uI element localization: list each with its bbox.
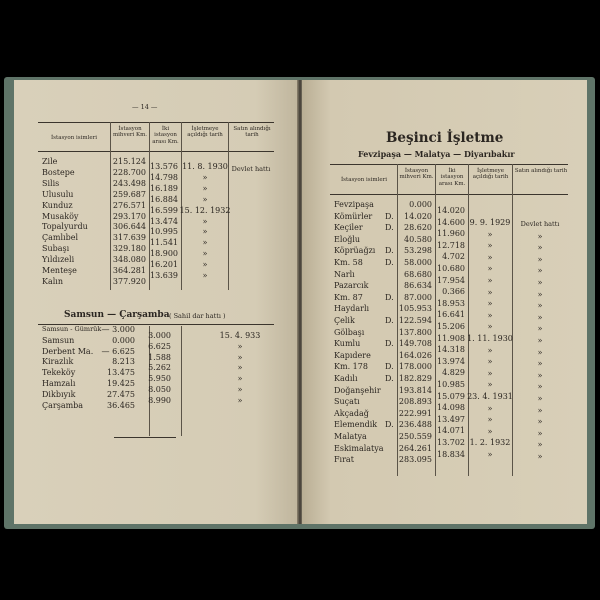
- open-date: »: [237, 352, 243, 362]
- between-km: 13.639: [150, 271, 178, 280]
- axis-km: 53.298: [404, 246, 432, 256]
- axis-km: 86.634: [404, 281, 432, 291]
- bought-date: »: [537, 266, 543, 276]
- open-date: »: [487, 229, 493, 239]
- open-date: »: [487, 241, 493, 251]
- station-name: Eloğlu: [334, 234, 361, 244]
- open-date: »: [487, 357, 493, 367]
- between-km: 12.718: [437, 240, 465, 250]
- section-title: Beşinci İşletme: [386, 130, 504, 146]
- station-name: Dikbıyık: [42, 389, 76, 399]
- axis-km: 105.953: [398, 304, 432, 314]
- open-date: »: [202, 216, 208, 226]
- open-date: »: [202, 260, 208, 270]
- between-km: 10.680: [437, 264, 465, 273]
- bought-date: »: [537, 301, 543, 311]
- district-mark: D.: [385, 374, 394, 383]
- between-km: 13.474: [150, 216, 178, 226]
- open-date: »: [487, 368, 493, 378]
- table-header-rule: [38, 151, 274, 152]
- header-between-km: İki istasyon arası Km.: [152, 126, 179, 145]
- open-date: »: [487, 287, 493, 297]
- axis-km: 122.594: [398, 316, 432, 325]
- district-mark: D.: [385, 362, 394, 372]
- section-subtitle: ( Sahil dar hattı ): [169, 312, 226, 320]
- station-name: Km. 58: [334, 258, 363, 267]
- open-date: »: [202, 238, 208, 248]
- axis-km: 317.639: [112, 233, 146, 243]
- axis-km: 306.644: [112, 222, 146, 232]
- station-name: Keçiler: [334, 223, 363, 233]
- district-mark: D.: [385, 420, 394, 430]
- col-divider: [181, 326, 182, 436]
- between-km: 5.262: [148, 363, 171, 373]
- end-rule: [114, 437, 176, 438]
- axis-km: 58.000: [404, 258, 432, 267]
- bought-date: »: [537, 417, 543, 427]
- station-name: Fevzipaşa: [334, 200, 374, 209]
- col-divider: [468, 164, 469, 476]
- open-date: »: [202, 172, 208, 182]
- bought-date: »: [537, 440, 543, 450]
- station-name: Gölbaşı: [334, 327, 365, 337]
- station-name: Tekeköy: [42, 368, 76, 378]
- axis-km: 8.213: [112, 357, 135, 367]
- station-name: Kömürler: [334, 211, 373, 221]
- axis-km: 19.425: [107, 379, 135, 388]
- between-km: 14.600: [437, 217, 465, 227]
- open-date: »: [487, 299, 493, 309]
- between-km: 14.318: [437, 345, 465, 355]
- axis-km: 236.488: [398, 420, 432, 430]
- station-name: Derbent Ma.: [42, 346, 94, 356]
- between-km: 11.908: [437, 333, 465, 343]
- page-number: — 14 —: [132, 103, 158, 111]
- station-name: Samsun - Gümrük: [42, 325, 102, 333]
- between-km: 13.974: [437, 356, 465, 366]
- station-name: Subaşı: [42, 244, 70, 254]
- axis-km: 329.180: [112, 244, 146, 254]
- open-date: »: [237, 385, 243, 394]
- between-km: 17.954: [437, 275, 465, 285]
- bought-date: »: [537, 254, 543, 264]
- bought-date: »: [537, 289, 543, 299]
- open-date: »: [487, 450, 493, 459]
- open-date: 23. 4. 1931: [467, 392, 513, 401]
- axis-km: 28.620: [404, 223, 432, 233]
- open-date: 9. 9. 1929: [469, 218, 511, 227]
- district-mark: D.: [385, 246, 394, 256]
- between-km: 16.201: [150, 260, 178, 270]
- axis-km: 0.000: [409, 200, 432, 209]
- district-mark: D.: [385, 316, 394, 325]
- between-km: 16.189: [150, 183, 178, 193]
- bought-date: »: [537, 278, 543, 287]
- station-name: Kunduz: [42, 200, 73, 210]
- between-km: 15.079: [437, 391, 465, 401]
- district-mark: D.: [385, 339, 394, 349]
- axis-km: 13.475: [107, 368, 135, 378]
- axis-km: 27.475: [107, 389, 135, 399]
- axis-km: 228.700: [112, 167, 146, 177]
- open-date: 11. 8. 1930: [182, 162, 228, 171]
- between-km: 13.497: [437, 414, 465, 424]
- axis-km: — 3.000: [101, 325, 135, 334]
- header-axis-km: İstasyon mihveri Km.: [112, 126, 148, 139]
- header-station-names: İstasyon isimleri: [341, 177, 387, 183]
- header-between-km: İki istasyon arası Km.: [438, 168, 466, 187]
- between-km: 15.206: [437, 322, 465, 331]
- open-date: 1. 2. 1932: [469, 438, 511, 448]
- open-date: »: [202, 194, 208, 204]
- station-name: Elemendik: [334, 420, 378, 430]
- between-km: 1.588: [148, 352, 171, 362]
- between-km: 4.829: [442, 368, 465, 378]
- station-name: Pazarcık: [334, 281, 369, 291]
- header-station-names: İstasyon isimleri: [51, 135, 97, 141]
- station-name: Ulusulu: [42, 189, 74, 199]
- between-km: 14.798: [150, 172, 178, 182]
- between-km: 10.995: [150, 227, 178, 237]
- between-km: 16.884: [150, 194, 178, 204]
- axis-km: 283.095: [398, 455, 432, 465]
- between-km: 3.000: [148, 331, 171, 340]
- open-date: »: [202, 227, 208, 237]
- between-km: 14.098: [437, 403, 465, 413]
- between-km: 5.950: [148, 374, 171, 384]
- header-bought-date: Satın alındığı tarih: [514, 168, 568, 174]
- station-name: Narlı: [334, 269, 355, 279]
- axis-km: 40.580: [404, 234, 432, 244]
- axis-km: 137.800: [398, 327, 432, 337]
- table-header-rule: [330, 194, 568, 195]
- between-km: 14.020: [437, 206, 465, 215]
- axis-km: 259.687: [112, 189, 146, 199]
- between-km: 16.641: [437, 310, 465, 320]
- station-name: Kadılı: [334, 374, 358, 383]
- right-page: [302, 80, 587, 524]
- header-open-date: İşletmeye açıldığı tarih: [187, 126, 223, 139]
- district-mark: D.: [385, 211, 394, 221]
- open-date: »: [487, 415, 493, 425]
- station-name: Hamzalı: [42, 379, 76, 388]
- between-km: 18.953: [437, 298, 465, 308]
- open-date: »: [487, 426, 493, 436]
- section-title: Samsun — Çarşamba: [64, 310, 170, 320]
- station-name: Km. 87: [334, 292, 363, 302]
- open-date: »: [202, 249, 208, 259]
- open-date: »: [237, 341, 243, 351]
- bought-date: »: [537, 243, 543, 253]
- bought-date: »: [537, 405, 543, 415]
- header-open-date: İşletmeye açıldığı tarih: [472, 168, 509, 181]
- open-date: »: [487, 403, 493, 413]
- between-km: 11.541: [150, 238, 178, 248]
- station-name: Eskimalatya: [334, 443, 384, 453]
- station-name: Kapıdere: [334, 350, 371, 360]
- bought-date: »: [537, 312, 543, 322]
- col-divider: [435, 164, 436, 476]
- station-name: Kumlu: [334, 339, 361, 349]
- between-km: 13.576: [150, 162, 178, 171]
- open-date: »: [487, 345, 493, 355]
- station-name: Samsun: [42, 335, 75, 345]
- bought-date: Devlet hattı: [231, 165, 271, 173]
- station-name: Haydarlı: [334, 304, 370, 314]
- bought-date: »: [537, 347, 543, 357]
- between-km: 8.050: [148, 385, 171, 394]
- bought-date: »: [537, 370, 543, 380]
- table-top-rule: [330, 164, 568, 165]
- bought-date: Devlet hattı: [520, 220, 560, 228]
- between-km: 18.834: [437, 449, 465, 459]
- open-date: »: [237, 363, 243, 373]
- station-name: Kalın: [42, 276, 64, 286]
- between-km: 13.702: [437, 438, 465, 447]
- station-name: Çamlıbel: [42, 233, 79, 243]
- station-name: Yıldızeli: [42, 255, 75, 265]
- axis-km: 250.559: [398, 432, 432, 441]
- col-divider: [512, 164, 513, 476]
- col-divider: [397, 164, 398, 476]
- station-name: Zile: [42, 157, 58, 166]
- open-date: »: [487, 380, 493, 390]
- between-km: 4.702: [442, 252, 465, 262]
- open-date: »: [237, 374, 243, 384]
- axis-km: 222.991: [398, 408, 432, 418]
- axis-km: 348.080: [112, 255, 146, 265]
- station-name: Malatya: [334, 432, 367, 441]
- between-km: 14.071: [437, 426, 465, 436]
- between-km: 8.990: [148, 395, 171, 405]
- station-name: Kirazlık: [42, 357, 74, 367]
- header-axis-km: İstasyon mihveri Km.: [399, 168, 434, 181]
- axis-km: 264.261: [398, 443, 432, 453]
- axis-km: 14.020: [404, 211, 432, 221]
- station-name: Fırat: [334, 455, 354, 465]
- axis-km: 68.680: [404, 269, 432, 279]
- bought-date: »: [537, 231, 543, 241]
- axis-km: 364.281: [112, 266, 146, 275]
- axis-km: 87.000: [404, 292, 432, 302]
- table-top-rule: [38, 122, 274, 123]
- axis-km: 182.829: [398, 374, 432, 383]
- axis-km: 0.000: [112, 335, 135, 345]
- bought-date: »: [537, 428, 543, 438]
- axis-km: 293.170: [112, 211, 146, 221]
- open-date: 15. 4. 933: [219, 331, 261, 340]
- between-km: 16.599: [150, 205, 178, 215]
- open-date: »: [487, 252, 493, 262]
- open-date: 15. 12. 1932: [179, 205, 231, 215]
- open-date: »: [487, 322, 493, 332]
- station-name: Çarşamba: [42, 400, 84, 410]
- open-date: »: [202, 271, 208, 280]
- bought-date: »: [537, 359, 543, 369]
- station-name: Silis: [42, 178, 60, 188]
- bought-date: »: [537, 324, 543, 334]
- station-name: Suçatı: [334, 397, 360, 407]
- axis-km: 215.124: [112, 157, 146, 166]
- axis-km: 377.920: [112, 276, 146, 286]
- axis-km: — 6.625: [101, 346, 135, 356]
- station-name: Menteşe: [42, 266, 77, 275]
- station-name: Bostepe: [42, 167, 75, 177]
- between-km: 10.985: [437, 380, 465, 389]
- open-date: »: [487, 310, 493, 320]
- left-page: [14, 80, 298, 524]
- route-subtitle: Fevzipaşa — Malatya — Diyarıbakır: [358, 149, 515, 159]
- axis-km: 276.571: [112, 200, 146, 210]
- station-name: Çelik: [334, 316, 355, 325]
- bought-date: »: [537, 452, 543, 461]
- open-date: »: [202, 183, 208, 193]
- district-mark: D.: [385, 292, 394, 302]
- between-km: 18.900: [150, 249, 178, 259]
- between-km: 6.625: [148, 341, 171, 351]
- header-bought-date: Satın alındığı tarih: [233, 126, 271, 139]
- open-date: »: [237, 395, 243, 405]
- axis-km: 149.708: [398, 339, 432, 349]
- district-mark: D.: [385, 258, 394, 267]
- axis-km: 178.000: [398, 362, 432, 372]
- station-name: Km. 178: [334, 362, 368, 372]
- station-name: Köprüağzı: [334, 246, 376, 256]
- station-name: Akçadağ: [334, 408, 369, 418]
- col-divider: [110, 122, 111, 290]
- bought-date: »: [537, 394, 543, 403]
- axis-km: 208.893: [398, 397, 432, 407]
- axis-km: 243.498: [112, 178, 146, 188]
- axis-km: 193.814: [398, 385, 432, 395]
- open-date: »: [487, 264, 493, 274]
- station-name: Topalyurdu: [42, 222, 88, 232]
- axis-km: 164.026: [398, 350, 432, 360]
- open-date: 1. 11. 1930: [467, 334, 513, 343]
- axis-km: 36.465: [107, 400, 135, 410]
- bought-date: »: [537, 336, 543, 345]
- district-mark: D.: [385, 223, 394, 233]
- open-date: »: [487, 276, 493, 285]
- between-km: 0.366: [442, 287, 465, 297]
- between-km: 11.960: [437, 229, 465, 239]
- station-name: Musaköy: [42, 211, 79, 221]
- bought-date: »: [537, 382, 543, 392]
- station-name: Doğanşehir: [334, 385, 381, 395]
